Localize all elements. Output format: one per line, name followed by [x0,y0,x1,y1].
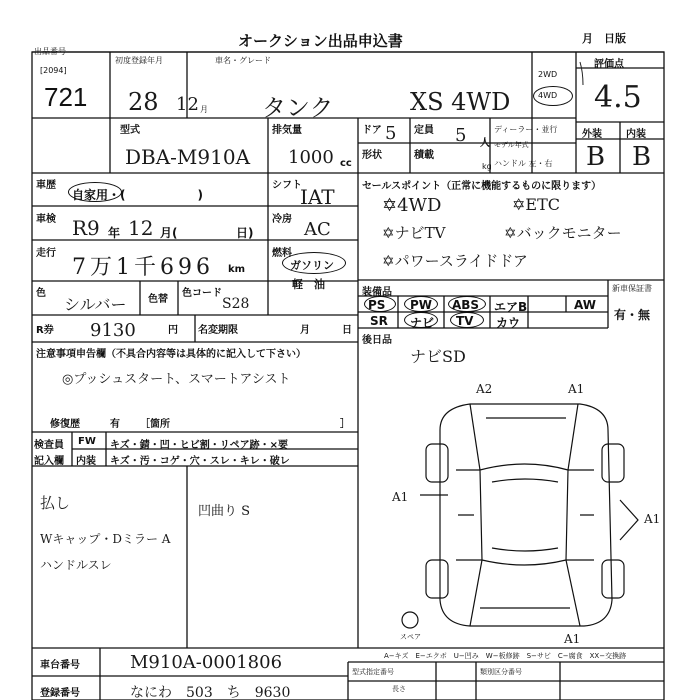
handle-label: ハンドル 左・右 [494,159,553,168]
type-value: DBA-M910A [125,145,251,169]
history-label: 車歴 [36,180,56,191]
lot-number: 721 [44,82,88,112]
chassis-label: 車台番号 [40,660,80,671]
warranty-label: 新車保証書 [612,284,652,293]
mileage-label: 走行 [36,248,56,259]
inspector-label: 検査員 [34,440,64,451]
lot-code: [2094] [40,66,67,75]
aircon-label: 冷房 [272,214,292,225]
history-selected-circle [68,182,122,202]
drive-2wd: 2WD [538,70,558,79]
fuel-diesel: 軽 油 [292,278,325,291]
rating-label: 評価点 [594,59,624,70]
notes-text: ◎プッシュスタート、スマートアシスト [62,372,291,387]
model-label: 車名・グレード [215,56,271,65]
equip-pw: PW [410,298,433,312]
model-grade: XS 4WD [410,88,511,116]
sales-points-label: セールスポイント（正常に機能するものに限ります） [362,181,602,192]
history-value: 自家用・( ) [72,188,203,202]
registration-no-value: なにわ 503 ち 9630 [130,685,291,700]
repair-parts-label: ［箇所 [140,419,170,430]
warranty-yes-no: 有・無 [614,308,651,322]
diagram-mark-a1-left: A1 [392,490,409,504]
registration-month-unit: 月 [200,105,208,114]
equipment-label: 装備品 [362,287,392,298]
inspection-day-unit: 日) [236,226,254,240]
inspector-note-right: 凹曲り S [198,504,251,519]
model-year-label: モデル年式 [494,141,529,149]
diagram-mark-a2: A2 [476,382,493,396]
rating-score: 4.5 [594,80,642,115]
name-change-day-unit: 日 [342,325,352,336]
inspection-era: R9 [72,216,100,240]
footer-label-2: 類別区分番号 [480,668,522,676]
chassis-value: M910A-0001806 [130,652,283,673]
recycle-label: R券 [36,325,54,336]
notes-label: 注意事項申告欄（不具合内容等は具体的に記入して下さい） [36,349,306,360]
inspector-note-3: ハンドルスレ [40,558,112,572]
footer-label-1: 型式指定番号 [352,668,394,676]
doors-value: 5 [385,123,397,144]
fuel-gasoline: ガソリン [290,259,334,272]
displacement-value: 1000 [288,147,334,168]
displacement-unit: cc [340,158,352,169]
repair-value: 有 [110,419,120,430]
sales-point-1: ✡4WD [382,195,442,216]
registration-no-label: 登録番号 [40,688,80,699]
name-change-month-unit: 月 [300,325,310,336]
interior-grade: B [632,142,652,172]
repair-close: ］ [340,419,350,430]
diagram-mark-a1-bottom: A1 [564,632,581,646]
color-change-label: 色替 [148,294,168,305]
repair-label: 修復歴 [50,419,80,430]
inspection-label: 車検 [36,214,56,225]
drive-4wd: 4WD [538,91,558,100]
equip-tv-circle [450,312,484,328]
recycle-value: 9130 [90,320,136,341]
later-items-label: 後日品 [362,335,392,346]
exterior-grade: B [586,142,606,172]
diagram-spare-label: スペア [400,633,421,641]
lot-label: 出品番号 [34,47,66,56]
diagram-mark-a1-right: A1 [644,512,661,526]
doors-label: ドア [362,125,382,136]
footer-sub: 長さ [392,685,406,693]
shift-label: シフト [272,180,302,191]
name-change-label: 名変期限 [198,325,238,336]
equip-abs-circle [448,296,486,312]
registration-year: 28 [128,88,159,116]
color-label: 色 [36,288,46,299]
sales-point-3: ✡ナビTV [382,224,446,242]
car-diagram [402,404,638,628]
form-date-label: 月 日版 [582,32,626,45]
load-unit: kg [482,162,492,171]
inspector-note-2: Wキャップ・Dミラー A [40,532,171,546]
inspection-year-unit: 年 [108,226,121,240]
capacity-label: 定員 [414,125,434,136]
later-items-value: ナビSD [410,347,466,366]
inspector-label2: 記入欄 [34,456,64,467]
displacement-label: 排気量 [272,125,302,136]
color-code: S28 [222,296,250,312]
type-label: 型式 [120,125,140,136]
model-name: タンク [262,94,334,122]
load-label: 積載 [414,150,434,161]
shift-value: IAT [300,185,335,209]
exterior-label: 外装 [582,129,602,140]
equip-sr: SR [370,314,388,328]
inspector-fw-items: キズ・錆・凹・ヒビ割・リペア跡・×要 [110,440,288,451]
sales-point-4: ✡バックモニター [504,224,622,242]
registration-month: 12 [176,94,199,115]
sales-point-2: ✡ETC [512,195,560,214]
form-title: オークション出品申込書 [238,32,403,50]
sales-point-5: ✡パワースライドドア [382,252,528,270]
equip-navi-circle [404,312,438,328]
mileage-value: 7万1千696 [72,255,214,280]
damage-legend: A−キズ E−エクボ U−凹み W−板修跡 S−サビ C−腐食 XX−交換跡 [384,652,627,660]
equip-aw: AW [574,298,596,312]
recycle-unit: 円 [168,325,178,336]
interior-label: 内装 [626,129,646,140]
shape-label: 形状 [362,150,382,161]
inspector-interior: 内装 [76,456,96,467]
dealer-label: ディーラー・並行 [494,125,558,134]
capacity-value: 5 [455,125,467,146]
inspection-month-unit: 月( [160,226,178,240]
inspection-month: 12 [128,216,154,240]
capacity-unit: 人 [480,138,490,149]
inspector-in-items: キズ・汚・コゲ・穴・スレ・キレ・破レ [110,456,290,467]
equip-tv: TV [456,314,474,328]
mileage-unit: km [228,264,246,275]
inspector-fw: FW [78,436,96,447]
equip-cow: カウ [496,316,521,330]
color-code-label: 色コード [182,288,222,299]
color-value: シルバー [64,295,127,314]
equip-ps: PS [368,298,386,312]
equip-navi: ナビ [410,316,435,330]
diagram-mark-a1-top: A1 [568,382,585,396]
equip-ps-circle [364,296,396,312]
aircon-value: AC [304,219,331,240]
registration-label: 初度登録年月 [115,56,163,65]
equip-airbag: エアB [494,300,528,314]
equip-pw-circle [404,296,438,312]
inspector-note-1: 払し [40,494,71,512]
fuel-label: 燃料 [272,248,292,259]
equip-abs: ABS [452,298,480,312]
